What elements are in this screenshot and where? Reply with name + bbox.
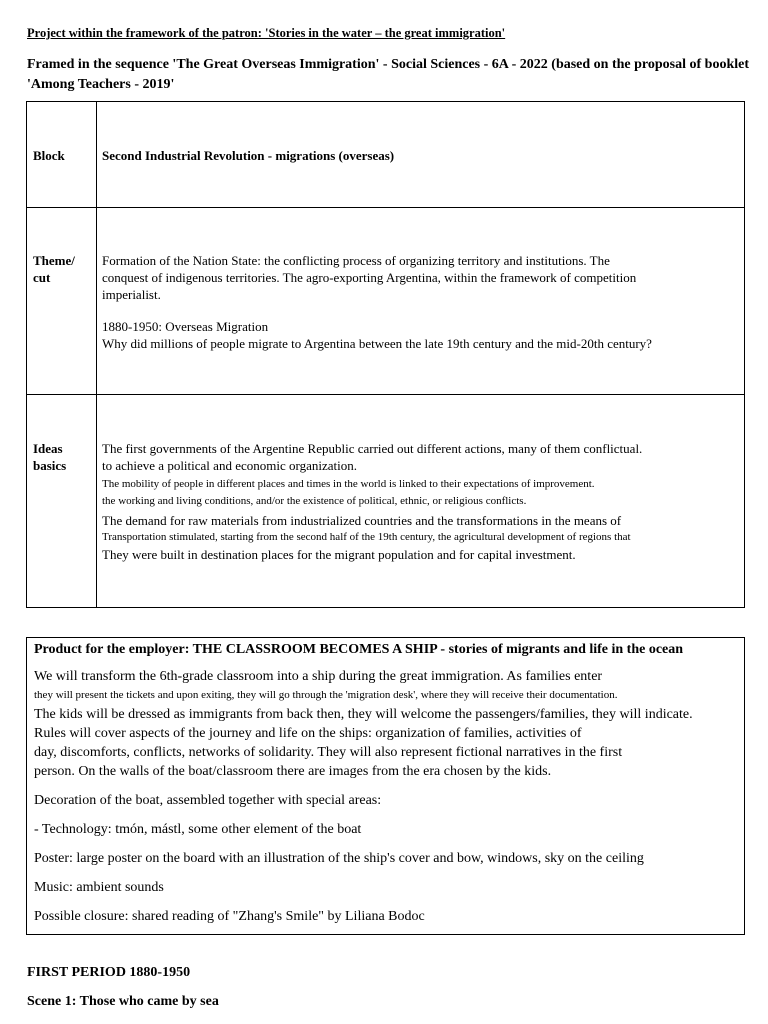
block-value: Second Industrial Revolution - migrations (overseas) <box>102 148 395 163</box>
theme-content: Formation of the Nation State: the conflicting process of organizing territory and institutions. The conquest of indigenous territories. The agro-exporting Argentina, within the framework of competition imperialist. 1880-1950: Overseas Migration Why did millions of people migrate to Argentina between the late 19th century and the mid-20th century? <box>102 253 652 351</box>
product-box <box>26 637 745 935</box>
row-label-block: Block <box>33 148 65 163</box>
table-row-divider <box>27 207 744 208</box>
scene-heading: Scene 1: Those who came by sea <box>27 994 219 1009</box>
framed-sequence-text: Framed in the sequence 'The Great Overseas Immigration' - Social Sciences - 6A - 2022 (based on the proposal of booklet 'Among Teachers - 2019' <box>27 57 749 92</box>
row-label-theme: Theme/ cut <box>33 253 75 285</box>
ideas-content: The first governments of the Argentine Republic carried out different actions, many of them conflictual. to achieve a political and economic organization. The mobility of people in different places and times in the world is linked to their expectations of improvement. the working and living conditions, and/or the existence of political, ethnic, or religious conflicts. The demand for raw materials from industrialized countries and the transformations in the means of Transportation stimulated, starting from the second half of the 19th century, the agricultural development of regions that They were built in destination places for the migrant population and for capital investment. <box>102 441 643 562</box>
project-title: Project within the framework of the patron: 'Stories in the water – the great immigration' <box>27 26 506 40</box>
product-heading: Product for the employer: THE CLASSROOM BECOMES A SHIP - stories of migrants and life in the ocean <box>34 642 684 657</box>
period-heading: FIRST PERIOD 1880-1950 <box>27 965 191 980</box>
planning-table <box>26 101 745 608</box>
table-column-divider <box>96 102 97 607</box>
table-row-divider <box>27 394 744 395</box>
product-content: Product for the employer: THE CLASSROOM BECOMES A SHIP - stories of migrants and life in the ocean We will transform the 6th-grade classroom into a ship during the great immigration. As families enter they will present the tickets and upon exiting, they will go through the 'migration desk', where they will receive their documentation. The kids will be dressed as immigrants from back then, they will welcome the passengers/families, they will indicate. Rules will cover aspects of the journey and life on the ships: organization of families, activities of day, discomforts, conflicts, networks of solidarity. They will also represent fictional narratives in the first person. On the walls of the boat/classroom there are images from the era chosen by the kids. Decoration of the boat, assembled together with special areas: - Technology: tmón, mástl, some other element of the boat Poster: large poster on the board with an illustration of the ship's cover and bow, windows, sky on the ceiling Music: ambient sounds Possible closure: shared reading of "Zhang's Smile" by Liliana Bodoc <box>34 640 744 926</box>
row-label-ideas: Ideas basics <box>33 441 67 473</box>
